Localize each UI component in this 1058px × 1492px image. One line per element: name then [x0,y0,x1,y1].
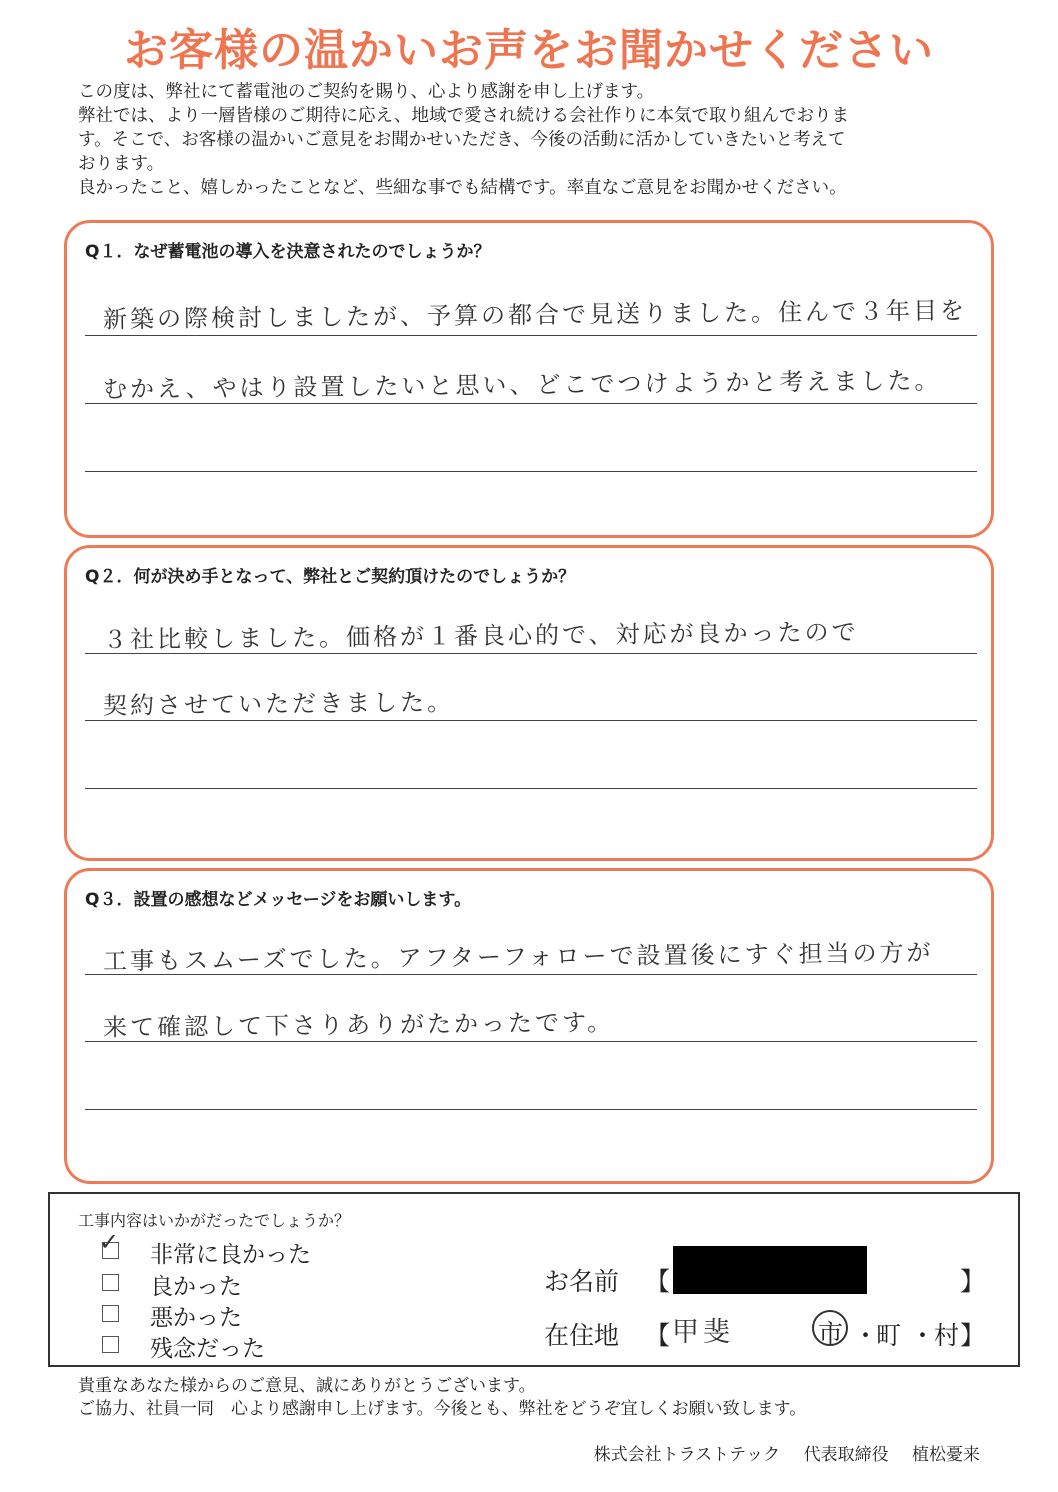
footer-line: ご協力、社員一同 心より感謝申し上げます。今後とも、弊社をどうぞ宜しくお願い致します。 [78,1399,807,1419]
intro-line: 良かったこと、嬉しかったことなど、些細な事でも結構です。率直なご意見をお聞かせください。 [78,178,847,198]
signatory-name: 植松憂来 [912,1445,980,1465]
answer-rule [85,974,977,975]
option-label: 良かった [150,1274,242,1300]
question-label: Q１．なぜ蓄電池の導入を決意されたのでしょうか？ [85,242,491,262]
name-redaction [673,1246,867,1294]
intro-line: この度は、弊社にて蓄電池のご契約を賜り、心より感謝を申し上げます。 [78,82,655,102]
question-box-3 [64,868,994,1184]
bracket-close: 】 [960,1267,986,1296]
check-mark-icon: ✓ [99,1228,120,1256]
name-label: お名前 [544,1267,620,1296]
handwritten-answer-line: 契約させていただきました。 [102,688,455,720]
answer-rule [85,335,977,336]
question-label: Q３．設置の感想などメッセージをお願いします。 [85,890,472,910]
footer-line: 貴重なあなた様からのご意見、誠にありがとうございます。 [78,1376,536,1396]
bracket-close: 】 [960,1321,986,1350]
checkbox[interactable] [102,1305,119,1322]
answer-rule [85,653,977,654]
separator: ・ [910,1321,936,1350]
handwritten-answer-line: むかえ、やはり設置したいと思い、どこでつけようかと考えました。 [102,366,942,404]
question-box-2 [64,545,994,861]
intro-line: す。そこで、お客様の温かいご意見をお聞かせいただき、今後の活動に活かしていきたいと考えて [78,130,846,150]
checkbox[interactable] [102,1336,119,1353]
bracket-open: 【 [645,1321,671,1350]
answer-rule [85,403,977,404]
answer-rule [85,1109,977,1110]
survey-question: 工事内容はいかがだったでしょうか？ [78,1211,351,1230]
answer-rule [85,788,977,789]
handwritten-prefecture: 甲斐 [672,1317,734,1348]
bracket-open: 【 [645,1267,671,1296]
town-suffix: 町 [876,1321,902,1350]
separator: ・ [853,1321,879,1350]
handwritten-answer-line: 新築の際検討しましたが、予算の都合で見送りました。住んで３年目を [102,296,968,334]
checkbox[interactable] [102,1274,119,1291]
answer-rule [85,720,977,721]
handwritten-answer-line: 来て確認して下さりありがたかったです。 [102,1008,615,1042]
signature [594,1440,980,1465]
company-name: 株式会社トラストテック [593,1445,781,1465]
intro-line: おります。 [78,154,165,174]
intro-text [78,80,998,200]
city-suffix: 市 [818,1319,844,1348]
question-label: Q２．何が決め手となって、弊社とご契約頂けたのでしょうか？ [85,567,576,587]
intro-line: 弊社では、より一層皆様のご期待に応え、地域で愛され続ける会社作りに本気で取り組んでおりま [78,106,850,126]
answer-rule [85,471,977,472]
option-label: 悪かった [150,1305,242,1331]
handwritten-answer-line: 工事もスムーズでした。アフターフォローで設置後にすぐ担当の方が [102,938,934,976]
address-label: 在住地 [544,1321,620,1350]
handwritten-answer-line: ３社比較しました。価格が１番良心的で、対応が良かったので [102,618,859,654]
question-box-1 [64,220,994,538]
signatory-role: 代表取締役 [803,1445,889,1465]
option-label: 非常に良かった [150,1242,311,1268]
option-label: 残念だった [150,1336,265,1362]
answer-rule [85,1041,977,1042]
village-suffix: 村 [934,1321,960,1350]
footer-text [78,1375,806,1421]
page-title: お客様の温かいお声をお聞かせください [124,25,934,76]
